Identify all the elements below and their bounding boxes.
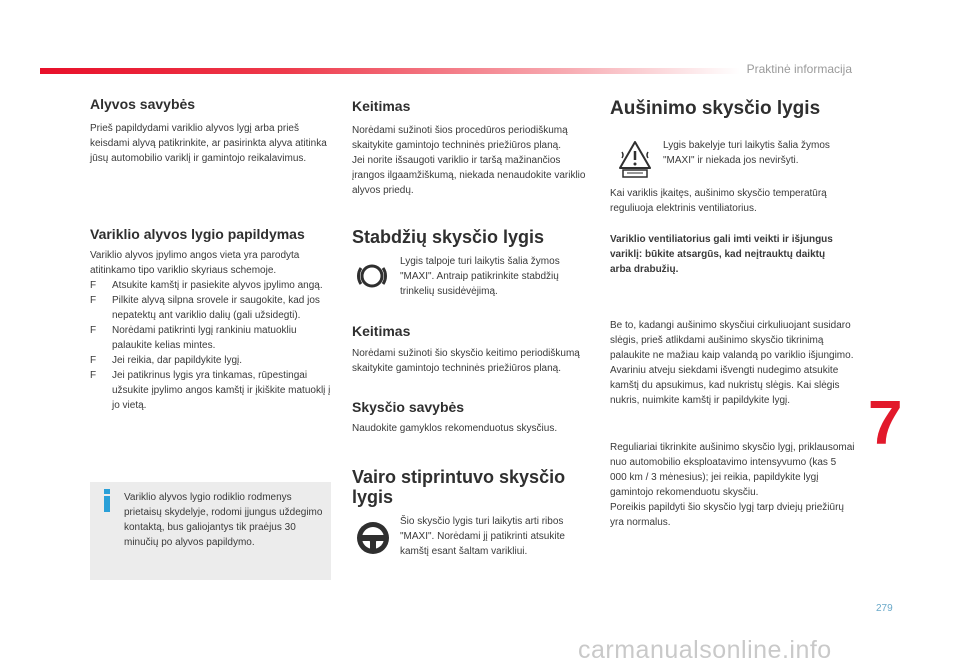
brake-change-text: Norėdami sužinoti šio skysčio keitimo periodiškumą skaitykite gamintojo techninės priežiūros planą. [352, 348, 580, 374]
step-text: Norėdami patikrinti lygį rankiniu matuokliu palaukite kelias mintes. [112, 325, 297, 351]
brake-fluid-title: Stabdžių skysčio lygis [352, 227, 545, 247]
oil-change-title: Keitimas [352, 98, 411, 114]
list-item [90, 293, 335, 323]
bullet-mark: F [90, 355, 97, 366]
oil-topup-text: Variklio alyvos įpylimo angos vieta yra parodyta atitinkamo tipo variklio skyriaus schemoje. [90, 250, 300, 276]
info-note-text: Variklio alyvos lygio rodiklio rodmenys prietaisų skydelyje, rodomi įjungus uždegimo kontaktą, bus galiojantys tik praėjus 30 minučių po alyvos papildymo. [124, 492, 323, 548]
oil-topup-title: Variklio alyvos lygio papildymas [90, 226, 305, 242]
list-item [90, 278, 335, 293]
brake-change-title: Keitimas [352, 323, 411, 339]
power-steering-title: Vairo stiprintuvo skysčio lygis [352, 467, 566, 507]
bullet-mark: F [90, 295, 97, 306]
bullet-mark: F [90, 370, 97, 381]
header-accent-bar [40, 68, 740, 74]
power-steering-text: Šio skysčio lygis turi laikytis arti ribos "MAXI". Norėdami jį patikrinti atsukite kamštį esant šaltam varikliui. [400, 516, 565, 557]
bullet-mark: F [90, 280, 97, 291]
chapter-number: 7 [868, 389, 903, 458]
step-text: Atsukite kamštį ir pasiekite alyvos įpylimo angą. [112, 280, 323, 291]
coolant-title: Aušinimo skysčio lygis [610, 98, 821, 119]
list-item [90, 368, 335, 413]
coolant-level-text: Lygis bakelyje turi laikytis šalia žymos "MAXI" ir niekada jos neviršyti. [663, 140, 830, 166]
coolant-warning-icon [618, 140, 652, 178]
steering-wheel-icon [356, 521, 390, 555]
fluid-properties-title: Skysčio savybės [352, 399, 465, 415]
page-number: 279 [876, 603, 893, 614]
oil-properties-text: Prieš papildydami variklio alyvos lygį arba prieš keisdami alyvą patikrinkite, ar pasirinkta alyva atitinka jūsų automobilio variklį ir gamintojo reikalavimus. [90, 123, 327, 164]
oil-change-text: Norėdami sužinoti šios procedūros periodiškumą skaitykite gamintojo techninės priežiūros planą. Jei norite išsaugoti variklio ir taršą mažinančios įrangos ilgaamžiškumą, niekada nenaudokite variklio alyvos priedų. [352, 125, 586, 196]
step-text: Pilkite alyvą silpna srovele ir saugokite, kad jos nepatektų ant variklio dalių (gali užsidegti). [112, 295, 320, 321]
coolant-pressure-text: Be to, kadangi aušinimo skysčiui cirkuliuojant susidaro slėgis, prieš atlikdami aušinimo skysčio tikrinimą palaukite ne mažiau kaip valandą po variklio išjungimo. Avariniu atveju siekdami išvengti nudegimo atsukite kamštį du apsukimus, kad nukristų slėgis. Kai slėgis nukris, nuimkite kamštį ir papildykite lygį. [610, 320, 854, 406]
coolant-fan-warning: Variklio ventiliatorius gali imti veikti ir išjungus variklį: būkite atsargūs, kad neįtrauktų daiktų arba drabužių. [610, 234, 833, 275]
section-title: Praktinė informacija [746, 62, 852, 76]
coolant-fan-text: Kai variklis įkaitęs, aušinimo skysčio temperatūrą reguliuoja elektrinis ventiliatorius. [610, 188, 827, 214]
info-icon [102, 489, 112, 513]
list-item [90, 323, 335, 353]
brake-fluid-text: Lygis talpoje turi laikytis šalia žymos "MAXI". Antraip patikrinkite stabdžių trinkelių susidėvėjimą. [400, 256, 560, 297]
fluid-properties-text: Naudokite gamyklos rekomenduotus skysčius. [352, 423, 558, 434]
oil-topup-steps [90, 278, 335, 413]
brake-warning-icon [356, 260, 388, 292]
step-text: Jei reikia, dar papildykite lygį. [112, 355, 243, 366]
watermark: carmanualsonline.info [578, 636, 832, 664]
list-item [90, 353, 335, 368]
info-note-box [90, 482, 331, 580]
oil-properties-title: Alyvos savybės [90, 96, 196, 112]
bullet-mark: F [90, 325, 97, 336]
step-text: Jei patikrinus lygis yra tinkamas, rūpestingai užsukite įpylimo angos kamštį ir įkiškite matuoklį į jo vietą. [112, 370, 331, 411]
coolant-check-text: Reguliariai tikrinkite aušinimo skysčio lygį, priklausomai nuo automobilio eksploatavimo intensyvumo (kas 5 000 km / 3 mėnesius); jei reikia, papildykite lygį gamintojo rekomenduotu skysčiu. Poreikis papildyti šio skysčio lygį tarp dviejų priežiūrų yra normalus. [610, 442, 855, 528]
